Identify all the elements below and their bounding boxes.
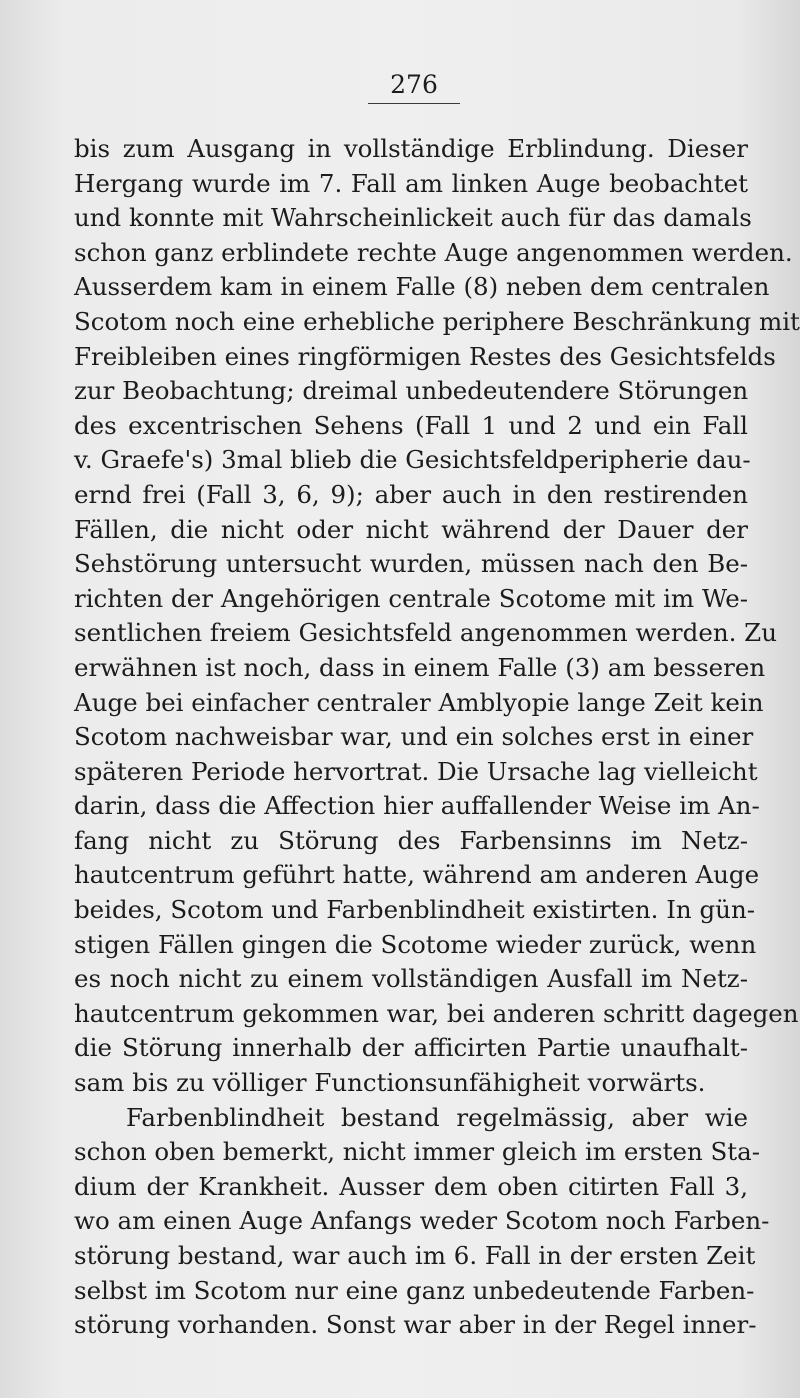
text-line-paragraph-start: Farbenblindheit bestand regelmässig, aber wie	[126, 1102, 748, 1132]
text-line: schon ganz erblindete rechte Auge angenommen werden.	[74, 237, 793, 267]
text-line: v. Graefe's) 3mal blieb die Gesichtsfeldperipherie dau-	[74, 445, 751, 475]
text-line: Scotom noch eine erhebliche periphere Beschränkung mit	[74, 306, 800, 336]
text-line: störung bestand, war auch im 6. Fall in der ersten Zeit	[74, 1241, 756, 1270]
text-line: ernd frei (Fall 3, 6, 9); aber auch in den restirenden	[74, 479, 748, 509]
text-line: hautcentrum geführt hatte, während am anderen Auge	[74, 860, 760, 890]
text-line: sentlichen freiem Gesichtsfeld angenommen werden. Zu	[74, 618, 777, 648]
text-line: beides, Scotom und Farbenblindheit existirten. In gün-	[74, 895, 756, 925]
text-line: Fällen, die nicht oder nicht während der Dauer der	[74, 514, 748, 544]
text-line: darin, dass die Affection hier auffallender Weise im An-	[74, 791, 760, 821]
page-number-rule	[368, 103, 460, 104]
text-line: es noch nicht zu einem vollständigen Ausfall im Netz-	[74, 964, 748, 994]
text-line: richten der Angehörigen centrale Scotome mit im We-	[74, 583, 748, 613]
page-number: 276	[390, 70, 438, 99]
text-line: Sehstörung untersucht wurden, müssen nach den Be-	[74, 549, 748, 579]
text-line-paragraph-end: sam bis zu völliger Functionsunfähigheit vorwärts.	[74, 1068, 706, 1098]
text-line: zur Beobachtung; dreimal unbedeutendere Störungen	[74, 376, 749, 406]
text-line: schon oben bemerkt, nicht immer gleich im ersten Sta-	[74, 1137, 761, 1167]
text-line: die Störung innerhalb der afficirten Partie unaufhalt-	[74, 1033, 748, 1063]
text-line: erwähnen ist noch, dass in einem Falle (3) am besseren	[74, 652, 766, 682]
text-line: des excentrischen Sehens (Fall 1 und 2 und ein Fall	[74, 410, 748, 440]
text-line: fang nicht zu Störung des Farbensinns im Netz-	[74, 825, 748, 855]
text-line: dium der Krankheit. Ausser dem oben citirten Fall 3,	[74, 1171, 748, 1201]
text-line: Scotom nachweisbar war, und ein solches erst in einer	[74, 722, 754, 752]
text-line: Hergang wurde im 7. Fall am linken Auge beobachtet	[74, 168, 748, 198]
body-text	[74, 132, 800, 1343]
text-line: Ausserdem kam in einem Falle (8) neben dem centralen	[74, 272, 770, 302]
text-line: hautcentrum gekommen war, bei anderen schritt dagegen	[74, 998, 799, 1028]
text-line: störung vorhanden. Sonst war aber in der Regel inner-	[74, 1310, 757, 1340]
text-line: späteren Periode hervortrat. Die Ursache lag vielleicht	[74, 756, 758, 786]
text-line: bis zum Ausgang in vollständige Erblindung. Dieser	[74, 134, 748, 163]
text-line: und konnte mit Wahrscheinlickeit auch für das damals	[74, 203, 752, 233]
text-line: Auge bei einfacher centraler Amblyopie lange Zeit kein	[74, 687, 764, 717]
text-line: stigen Fällen gingen die Scotome wieder zurück, wenn	[74, 929, 757, 959]
text-line: wo am einen Auge Anfangs weder Scotom noch Farben-	[74, 1206, 770, 1236]
text-line: Freibleiben eines ringförmigen Restes des Gesichtsfelds	[74, 341, 776, 371]
text-line: selbst im Scotom nur eine ganz unbedeutende Farben-	[74, 1275, 755, 1305]
